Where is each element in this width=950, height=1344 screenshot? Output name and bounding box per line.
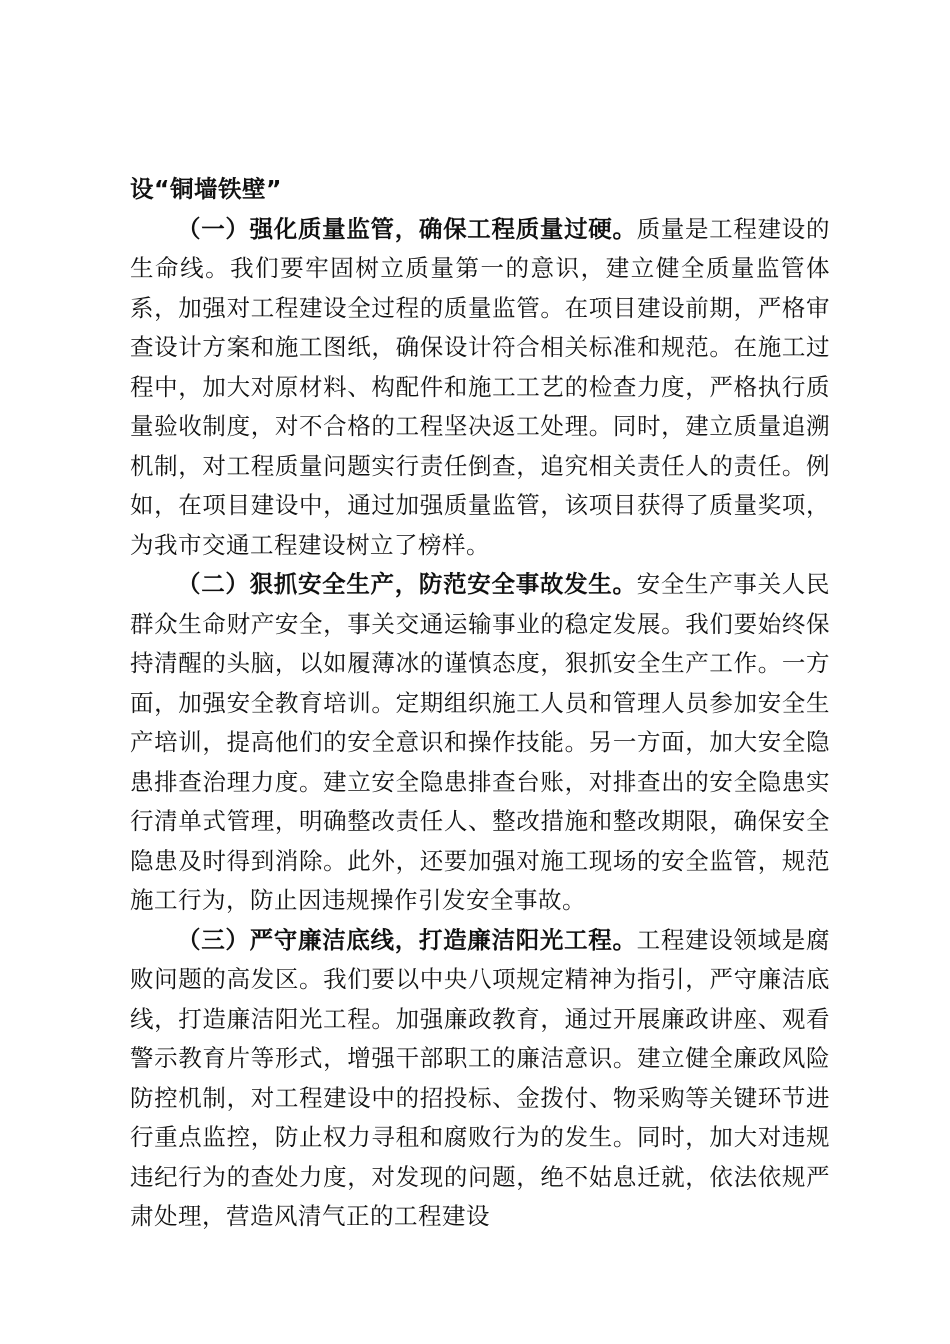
paragraph-body: 安全生产事关人民群众生命财产安全，事关交通运输事业的稳定发展。我们要始终保持清醒的头脑，以如履薄冰的谨慎态度，狠抓安全生产工作。一方面，加强安全教育培训。定期组织施工人员和管理人员参加安全生产培训，提高他们的安全意识和操作技能。另一方面，加大安全隐患排查治理力度。建立安全隐患排查台账，对排查出的安全隐患实行清单式管理，明确整改责任人、整改措施和整改期限，确保安全隐患及时得到消除。此外，还要加强对施工现场的安全监管，规范施工行为，防止因违规操作引发安全事故。 [130,570,831,914]
paragraph-lead: （二）狠抓安全生产，防范安全事故发生。 [177,570,637,598]
paragraph-quality-supervision [130,210,830,566]
heading-continuation: 设“铜墙铁壁” [130,175,282,203]
paragraph-safety-production [130,565,830,921]
paragraph-lead: （三）严守廉洁底线，打造廉洁阳光工程。 [177,925,637,954]
document-body [130,170,830,1237]
paragraph-lead: （一）强化质量监管，确保工程质量过硬。 [177,214,637,243]
paragraph-body: 质量是工程建设的生命线。我们要牢固树立质量第一的意识，建立健全质量监管体系，加强对工程建设全过程的质量监管。在项目建设前期，严格审查设计方案和施工图纸，确保设计符合相关标准和规范。在施工过程中，加大对原材料、构配件和施工工艺的检查力度，严格执行质量验收制度，对不合格的工程坚决返工处理。同时，建立质量追溯机制，对工程质量问题实行责任倒查，追究相关责任人的责任。例如，在项目建设中，通过加强质量监管，该项目获得了质量奖项，为我市交通工程建设树立了榜样。 [130,214,831,559]
paragraph-integrity [130,921,830,1237]
paragraph-body: 工程建设领域是腐败问题的高发区。我们要以中央八项规定精神为指引，严守廉洁底线，打造廉洁阳光工程。加强廉政教育，通过开展廉政讲座、观看警示教育片等形式，增强干部职工的廉洁意识。建立健全廉政风险防控机制，对工程建设中的招投标、金拨付、物采购等关键环节进行重点监控，防止权力寻租和腐败行为的发生。同时，加大对违规违纪行为的查处力度，对发现的问题，绝不姑息迁就，依法依规严肃处理，营造风清气正的工程建设 [130,925,831,1230]
